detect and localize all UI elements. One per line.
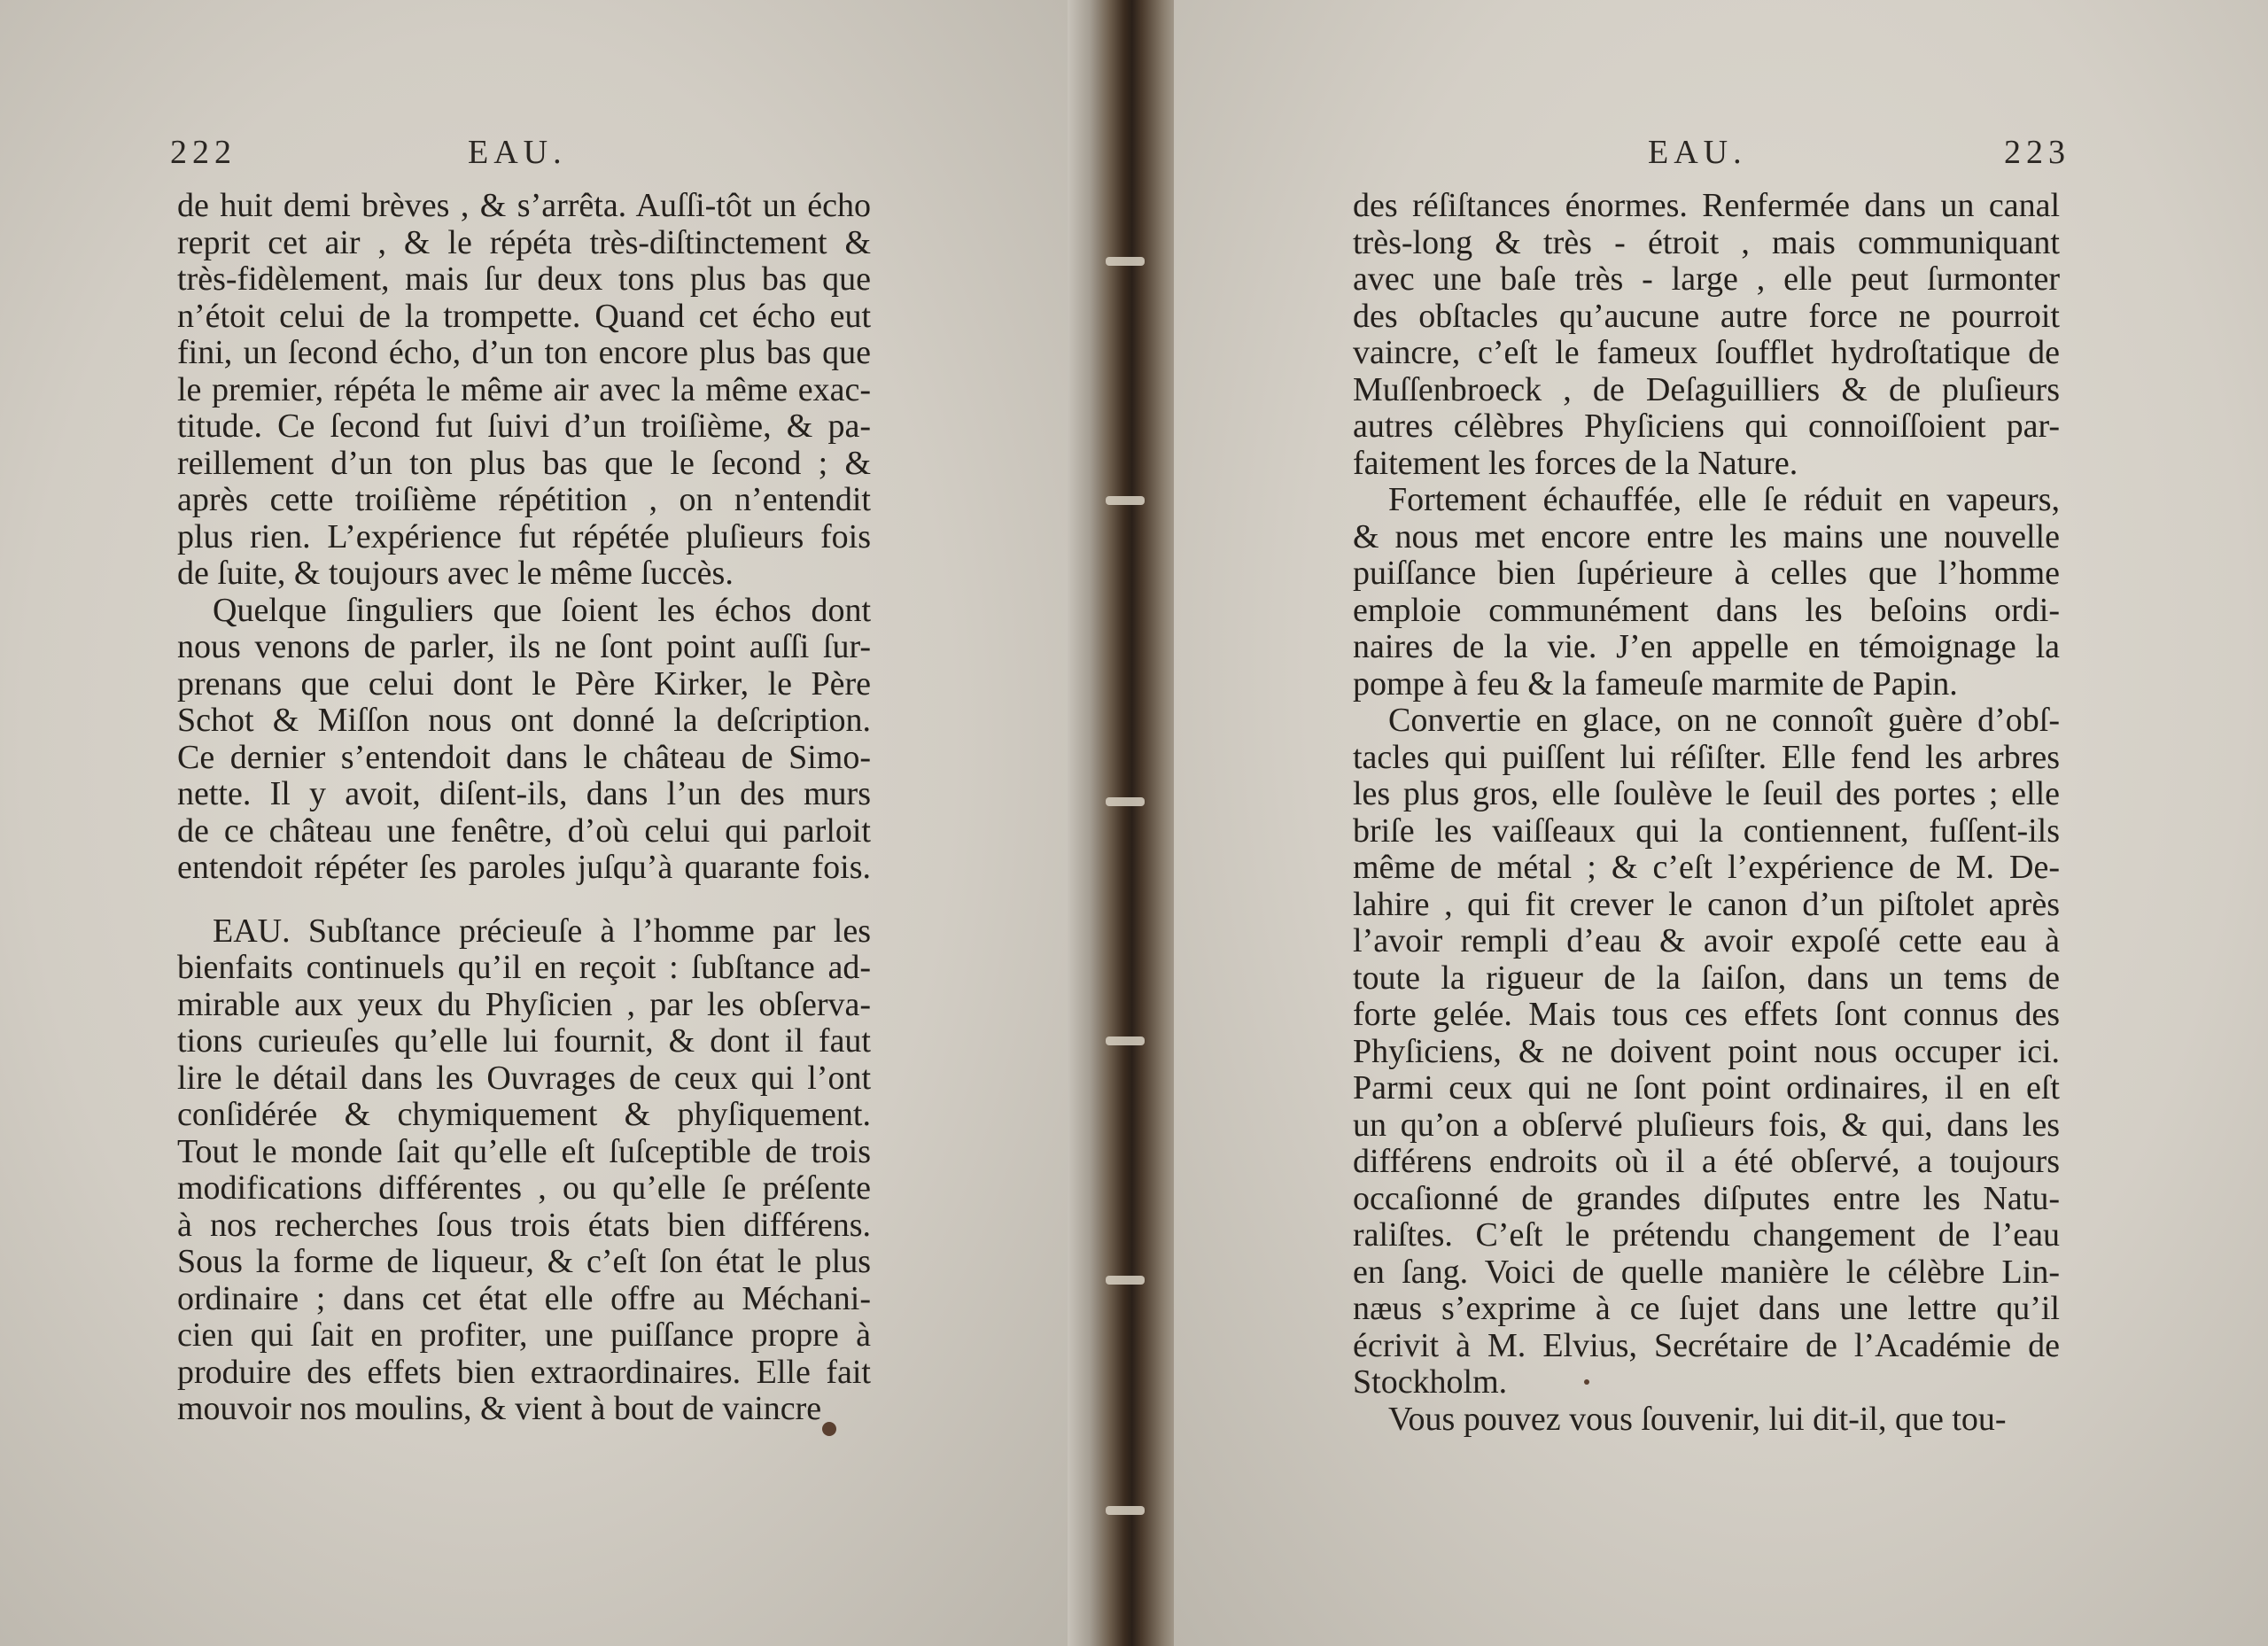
text-line: toute la rigueur de la ſaiſon, dans un tems de: [1353, 959, 2060, 997]
text-line: mirable aux yeux du Phyſicien , par les obſerva-: [177, 985, 871, 1023]
text-line: Vous pouvez vous ſouvenir, lui dit-il, que tou-: [1388, 1400, 2007, 1438]
book-spine-gutter: [1068, 0, 1192, 1646]
text-line: autres célèbres Phyſiciens qui connoiſſoient par-: [1353, 408, 2060, 445]
text-line: Ce dernier s’entendoit dans le château de Simo-: [177, 738, 871, 776]
text-line: les plus gros, elle ſoulève le ſeuil des portes ; elle: [1353, 775, 2060, 812]
text-line: n’étoit celui de la trompette. Quand cet écho eut: [177, 297, 871, 335]
text-line: après cette troiſième répétition , on n’entendit: [177, 481, 871, 518]
text-line: Convertie en glace, on ne connoît guère d’obſ-: [1388, 702, 2060, 739]
text-line: en ſang. Voici de quelle manière le célèbre Lin-: [1353, 1253, 2060, 1291]
text-line: naires de la vie. J’en appelle en témoignage la: [1353, 628, 2060, 665]
running-head-left: EAU.: [468, 134, 567, 171]
binding-stitch: [1106, 1506, 1145, 1515]
text-line: de ce château une fenêtre, d’où celui qui parloit: [177, 811, 871, 850]
text-line: très-fidèlement, mais ſur deux tons plus bas que: [177, 260, 871, 298]
text-line: Stockholm.: [1353, 1363, 1508, 1401]
text-line: & nous met encore entre les mains une nouvelle: [1353, 517, 2060, 555]
text-line: entendoit répéter ſes paroles juſqu’à quarante fois.: [177, 849, 871, 886]
text-line: avec une baſe très - large , elle peut ſurmonter: [1353, 260, 2060, 298]
text-line: tacles qui puiſſent lui réſiſter. Elle fend les arbres: [1353, 738, 2060, 776]
text-line: briſe les vaiſſeaux qui la contiennent, fuſſent-ils: [1353, 811, 2060, 850]
text-line: raliſtes. C’eſt le prétendu changement de l’eau: [1353, 1216, 2060, 1254]
text-line: des obſtacles qu’aucune autre force ne pourroit: [1353, 297, 2060, 335]
text-line: Schot & Miſſon nous ont donné la deſcription.: [177, 702, 871, 739]
binding-stitch: [1106, 257, 1145, 266]
text-line: emploie communément dans les beſoins ordi-: [1353, 591, 2060, 629]
text-line: nette. Il y avoit, diſent-ils, dans l’un des murs: [177, 775, 871, 812]
running-head-right: EAU.: [1648, 134, 1747, 171]
text-line: Fortement échauffée, elle ſe réduit en vapeurs,: [1388, 481, 2060, 518]
text-line: titude. Ce ſecond fut ſuivi d’un troiſième, & pa-: [177, 408, 871, 445]
text-line: le premier, répéta le même air avec la même exac-: [177, 370, 871, 408]
right-page: [1174, 0, 2268, 1646]
text-line: faitement les forces de la Nature.: [1353, 444, 1798, 482]
page-number-right: 223: [2004, 134, 2070, 171]
text-line: lire le détail dans les Ouvrages de ceux qui l’ont: [177, 1059, 871, 1097]
text-line: bienfaits continuels qu’il en reçoit : ſubſtance ad-: [177, 949, 871, 986]
text-line: conſidérée & chymiquement & phyſiquement.: [177, 1096, 871, 1133]
text-line: à nos recherches ſous trois états bien différens.: [177, 1206, 871, 1244]
binding-stitch: [1106, 1276, 1145, 1285]
text-line: Sous la forme de liqueur, & c’eſt ſon état le plus: [177, 1243, 871, 1280]
text-line: de ſuite, & toujours avec le même ſuccès.: [177, 555, 734, 592]
text-line: nous venons de parler, ils ne ſont point auſſi ſur-: [177, 628, 871, 665]
text-line: EAU. Subſtance précieuſe à l’homme par les: [213, 912, 871, 950]
binding-stitch: [1106, 797, 1145, 806]
text-line: Phyſiciens, & ne doivent point nous occuper ici.: [1353, 1032, 2060, 1070]
right-page-text: [1353, 188, 2060, 1438]
text-line: l’avoir rempli d’eau & avoir expoſé cette eau à: [1353, 922, 2060, 959]
text-line: pompe à feu & la fameuſe marmite de Papin.: [1353, 664, 1958, 703]
text-line: Parmi ceux qui ne ſont point ordinaires, il en eſt: [1353, 1069, 2060, 1106]
ink-spot: [822, 1422, 836, 1436]
text-line: Tout le monde ſait qu’elle eſt ſuſceptible de trois: [177, 1132, 871, 1170]
text-line: forte gelée. Mais tous ces effets ſont connus des: [1353, 996, 2060, 1033]
text-line: vaincre, c’eſt le fameux ſoufflet hydroſtatique de: [1353, 334, 2060, 371]
text-line: même de métal ; & c’eſt l’expérience de M. De-: [1353, 849, 2060, 886]
left-page: [0, 0, 1085, 1646]
text-line: plus rien. L’expérience fut répétée pluſieurs fois: [177, 517, 871, 555]
text-line: occaſionné de grandes diſputes entre les Natu-: [1353, 1179, 2060, 1217]
text-line: ordinaire ; dans cet état elle offre au Méchani-: [177, 1279, 871, 1317]
text-line: tions curieuſes qu’elle lui fournit, & dont il faut: [177, 1022, 871, 1060]
text-line: Quelque ſinguliers que ſoient les échos dont: [213, 591, 871, 629]
left-page-text: [177, 188, 871, 1428]
text-line: fini, un ſecond écho, d’un ton encore plus bas que: [177, 334, 871, 371]
text-line: produire des effets bien extraordinaires. Elle fait: [177, 1353, 871, 1391]
text-line: modifications différentes , ou qu’elle ſe préſente: [177, 1169, 871, 1207]
text-line: prenans que celui dont le Père Kirker, le Père: [177, 664, 871, 703]
binding-stitch: [1106, 1037, 1145, 1045]
text-line: reillement d’un ton plus bas que le ſecond ; &: [177, 444, 871, 482]
text-line: différens endroits où il a été obſervé, a toujours: [1353, 1143, 2060, 1180]
text-line: des réſiſtances énormes. Renfermée dans un canal: [1353, 187, 2060, 224]
text-line: mouvoir nos moulins, & vient à bout de vaincre: [177, 1390, 822, 1427]
ink-spot: [1584, 1379, 1589, 1385]
text-line: écrivit à M. Elvius, Secrétaire de l’Académie de: [1353, 1326, 2060, 1364]
text-line: puiſſance bien ſupérieure à celles que l’homme: [1353, 555, 2060, 592]
binding-stitch: [1106, 496, 1145, 505]
text-line: très-long & très - étroit , mais communiquant: [1353, 223, 2060, 261]
text-line: cien qui ſait en profiter, une puiſſance propre à: [177, 1316, 871, 1354]
text-line: un qu’on a obſervé pluſieurs fois, & qui, dans les: [1353, 1106, 2060, 1144]
page-number-left: 222: [170, 134, 237, 171]
text-line: lahire , qui fit crever le canon d’un piſtolet après: [1353, 885, 2060, 923]
text-line: Muſſenbroeck , de Deſaguilliers & de pluſieurs: [1353, 370, 2060, 408]
text-line: reprit cet air , & le répéta très-diſtinctement &: [177, 223, 871, 261]
text-line: næus s’exprime à ce ſujet dans une lettre qu’il: [1353, 1290, 2060, 1327]
text-line: de huit demi brèves , & s’arrêta. Auſſi-tôt un écho: [177, 187, 871, 224]
paragraph-gap: [177, 887, 871, 913]
